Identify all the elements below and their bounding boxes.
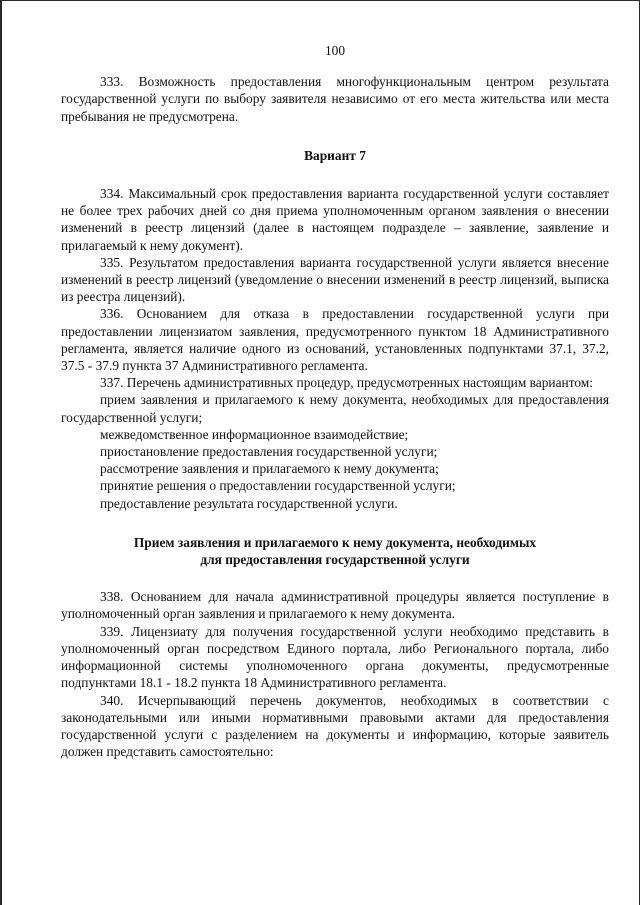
scan-left-edge	[0, 0, 2, 905]
paragraph-333: 333. Возможность предоставления многофункциональным центром результата государственной услуги по выбору заявителя независимо от его места жительства или места пребывания не предусмотрена.	[61, 74, 609, 124]
procedure-item: межведомственное информационное взаимодействие;	[100, 426, 409, 442]
procedure-item: принятие решения о предоставлении государственной услуги;	[100, 478, 456, 494]
scan-top-edge	[0, 0, 640, 1]
variant-heading: Вариант 7	[304, 147, 366, 163]
paragraph-337: 337. Перечень административных процедур, предусмотренных настоящим вариантом:	[100, 375, 594, 391]
section-heading-line: для предоставления государственной услуги	[200, 552, 470, 568]
paragraph-338: 338. Основанием для начала административной процедуры является поступление в уполномоченный орган заявления и прилагаемого к нему документа.	[61, 589, 609, 622]
procedure-item: прием заявления и прилагаемого к нему документа, необходимых для предоставления государственной услуги;	[61, 392, 609, 425]
paragraph-339: 339. Лицензиату для получения государственной услуги необходимо представить в уполномоченный орган посредством Единого портала, либо Регионального портала, либо информационной системы уполномоченного органа документы, предусмотренные подпунктами 18.1 - 18.2 пункта 18 Административного регламента.	[61, 623, 609, 691]
section-heading-line: Прием заявления и прилагаемого к нему документа, необходимых	[133, 534, 537, 550]
paragraph-334: 334. Максимальный срок предоставления варианта государственной услуги составляет не более трех рабочих дней со дня приема уполномоченным органом заявления о внесении изменений в реестр лицензий (далее в настоящем подразделе – заявление, заявление и прилагаемый к нему документ).	[61, 186, 609, 253]
page-number: 100	[324, 43, 346, 58]
paragraph-336: 336. Основанием для отказа в предоставлении государственной услуги при предоставлении лицензиатом заявления, предусмотренного пунктом 18 Административного регламента, является наличие одного из оснований, установленных подпунктами 37.1, 37.2, 37.5 - 37.9 пункта 37 Административного регламента.	[61, 306, 609, 374]
procedure-item: приостановление предоставления государственной услуги;	[100, 444, 438, 460]
section-heading	[61, 534, 609, 568]
paragraph-340: 340. Исчерпывающий перечень документов, необходимых в соответствии с законодательными или иными нормативными правовыми актами для предоставления государственной услуги с разделением на документы и информацию, которые заявитель должен представить самостоятельно:	[61, 692, 609, 760]
procedure-item: рассмотрение заявления и прилагаемого к нему документа;	[100, 461, 439, 477]
paragraph-335: 335. Результатом предоставления варианта государственной услуги является внесение изменений в реестр лицензий (уведомление о внесении изменений в реестр лицензий, выписка из реестра лицензий).	[61, 254, 609, 305]
procedure-item: предоставление результата государственной услуги.	[100, 495, 398, 511]
page-content	[61, 42, 609, 760]
